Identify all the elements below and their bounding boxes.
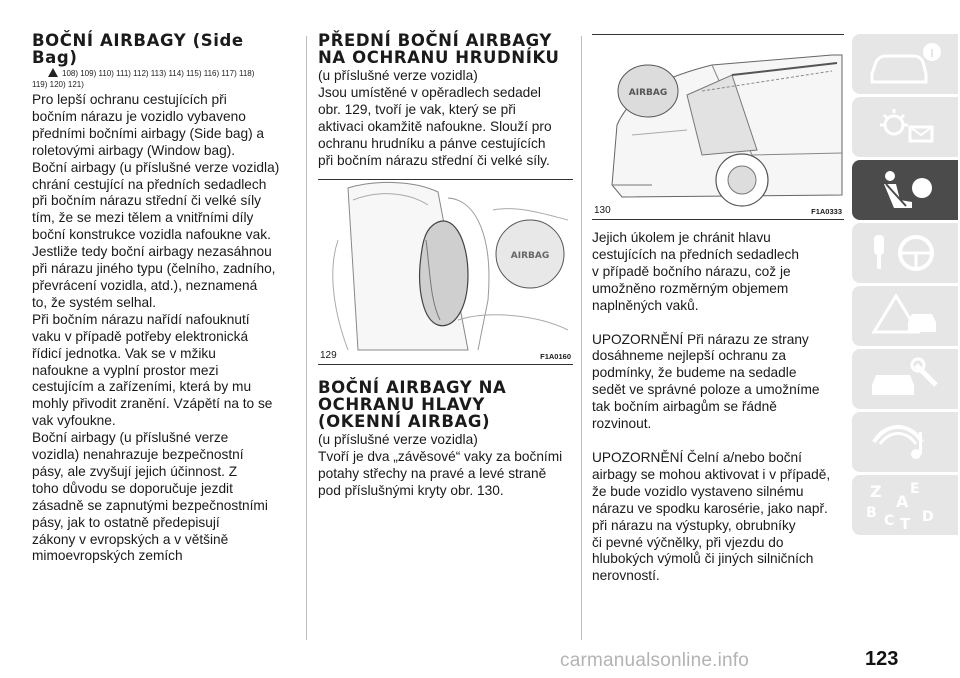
figure-130 [592,34,844,220]
text-line: tak bočním airbagům se řádně [592,399,777,415]
text-line: boční konstrukce vozidla nafoukne vak. [32,227,271,243]
text-line: Jestliže tedy boční airbagy nezasáhnou [32,244,272,260]
side-impact-warning [592,332,844,433]
text-line: obr. 129, tvoří je vak, který se při [318,101,516,117]
figure-129 [318,179,573,365]
section-heading-front-side-airbags: PŘEDNÍ BOČNÍ AIRBAGY NA OCHRANU HRUDNÍKU [318,31,560,67]
side-airbag-text [32,92,294,565]
text-line: pásy, ale zvyšují jejich účinnost. Z [32,463,238,479]
text-line: při nárazu jiného typu (čelního, zadního, [32,261,276,277]
text-line: při bočním nárazu střední či velké síly. [318,152,550,168]
text-line: při nárazu na výstupky, obrubníky [592,517,796,533]
text-line: ochranu hrudníku a pánve cestujících [318,135,546,151]
text-line: zásadně se zapnutými bezpečnostními [32,497,268,513]
text-line: to, že systém selhal. [32,294,156,310]
column-separator-1 [306,36,307,640]
text-line: vaku v případě potřeby elektronická [32,328,249,344]
variant-note: (u příslušné verze vozidla) [318,432,478,448]
text-line: bočním nárazu je vozidlo vybaveno [32,108,246,124]
svg-text:D: D [922,509,934,525]
text-line: dosáhneme nejlepší ochranu za [592,348,787,364]
text-line: pod příslušnými kryty obr. 130. [318,483,504,499]
alphabet-index-icon [866,481,946,533]
text-line: či pevné výčnělky, při vjezdu do [592,534,784,550]
text-line: předními bočními airbagy (Side bag) a [32,125,265,141]
text-line: Pro lepší ochranu cestujících při [32,92,227,107]
text-line: potahy střechy na pravé a levé straně [318,466,547,482]
text-line: Jejich úkolem je chránit hlavu [592,230,771,245]
figure-code: F1A0160 [540,352,571,362]
svg-text:B: B [866,505,877,521]
text-line: mohly přivodit zranění. Vzápětí na to se [32,396,273,412]
text-line: zákony v evropských a v většině [32,531,229,547]
text-line: mimoevropských zemích [32,548,183,564]
text-line: naplněných vaků. [592,297,699,313]
text-line: vozidla) nenahrazuje bezpečnostní [32,447,244,463]
text-line: toho důvodu se doporučuje jezdit [32,480,233,496]
tab-media[interactable] [852,412,958,472]
key-steering-icon [866,229,946,277]
figure-number: 129 [320,350,337,362]
text-line: cestujících na předních sedadlech [592,246,799,262]
text-line: řídicí jednotka. Vak se v mžiku [32,345,216,361]
svg-text:C: C [884,513,895,529]
head-airbag-purpose-text [592,230,844,315]
van-airbag-illustration [592,35,844,219]
column-chest-head-airbags [318,32,574,500]
column-airbag-notes [592,34,844,585]
variant-note: (u příslušné verze vozidla) [318,68,478,83]
text-line: při bočním nárazu střední či velké síly [32,193,261,209]
text-line: cestujícím a zařízeními, která by mu [32,379,252,395]
tab-car-info[interactable] [852,34,958,94]
warning-triangle-car-icon [866,292,946,340]
section-heading-side-airbags: BOČNÍ AIRBAGY (Side Bag) [32,31,244,67]
text-line: airbagy se mohou aktivovat i v případě, [592,466,831,482]
underbody-impact-warning [592,450,844,585]
figure-code: F1A0333 [811,207,842,216]
text-line: vak vyfoukne. [32,413,116,429]
dashboard-lights-icon [866,103,946,151]
window-airbag-text [318,449,574,500]
text-line: umožněno rozměrným objemem [592,280,789,296]
text-line: pásy, jak to ostatně předepisují [32,514,220,530]
figure-number: 130 [594,205,611,216]
airbag-label: AIRBAG [510,251,550,262]
warning-references: 108) 109) 110) 111) 112) 113) 114) 115) 116) 117) 118) 119) 120) 121) [32,69,255,89]
tab-key-steering[interactable] [852,223,958,283]
text-line: hlubokých výmolů či jiných silničních [592,551,814,567]
text-line: chrání cestující na předních sedadlech [32,176,267,192]
text-line: nerovností. [592,568,660,584]
text-line: aktivaci okamžitě nafoukne. Slouží pro [318,118,552,134]
text-line: roletovými airbagy (Window bag). [32,142,236,158]
svg-text:E: E [910,481,920,497]
text-line: v případě bočního nárazu, což je [592,263,791,279]
watermark: carmanualsonline.info [560,650,750,671]
car-wrench-icon [866,355,946,403]
text-line: tím, že se mezi tělem a vnitřními díly [32,210,254,226]
page-number: 123 [865,648,899,670]
svg-text:T: T [900,515,911,533]
svg-text:A: A [896,492,909,511]
text-line: nafoukne a vyplní prostor mezi [32,362,219,378]
column-separator-2 [581,36,582,640]
chest-airbag-text [318,85,574,170]
column-side-airbags [32,32,294,565]
seat-safety-icon [866,166,946,214]
text-line: Tvoří je dva „závěsové“ vaky za bočními [318,449,563,465]
text-line: Boční airbagy (u příslušné verze vozidla) [32,159,280,175]
tab-seat-safety[interactable] [852,160,958,220]
text-line: sedět ve správné poloze a umožníme [592,382,820,398]
car-info-icon [866,40,946,88]
text-line: Boční airbagy (u příslušné verze [32,430,229,446]
text-line: Při bočním nárazu nařídí nafouknutí [32,311,250,327]
tab-dashboard-lights[interactable] [852,97,958,157]
tab-alphabet-index[interactable] [852,475,958,535]
text-line: UPOZORNĚNÍ Při nárazu ze strany [592,331,809,347]
text-line: nárazu ve spodku karosérie, jako např. [592,500,828,516]
section-heading-window-airbags: BOČNÍ AIRBAGY NA OCHRANU HLAVY (OKENNÍ AIRBAG) [318,378,507,432]
airbag-label: AIRBAG [628,88,668,98]
seat-airbag-illustration [318,180,573,364]
media-sound-icon [866,418,946,466]
text-line: Jsou umístěné v opěradlech sedadel [318,84,541,100]
text-line: podmínky, že budeme na sedadle [592,365,797,381]
tab-warning-car[interactable] [852,286,958,346]
warning-triangle-icon [48,68,58,77]
chapter-tabs [852,34,960,538]
text-line: převrácení vozidla, atd.), neznamená [32,277,258,293]
tab-car-service[interactable] [852,349,958,409]
text-line: rozvinout. [592,416,652,432]
svg-text:Z: Z [870,482,882,501]
text-line: že bude vozidlo vystaveno silnému [592,483,804,499]
text-line: UPOZORNĚNÍ Čelní a/nebo boční [592,449,802,465]
